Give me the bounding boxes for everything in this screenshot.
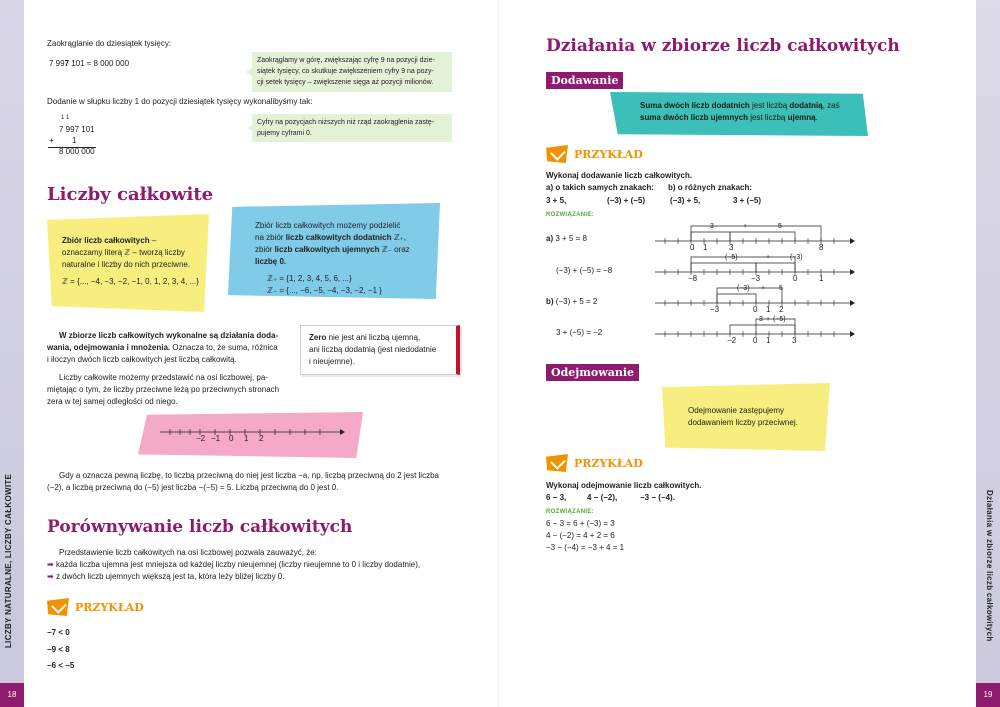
zero-digits-note-line1: Cyfry na pozycjach niższych niż rząd zaokrąglenia zastę-: [257, 119, 435, 126]
nl2-label-2: 0: [793, 274, 798, 283]
number-line-tick-2: 2: [259, 434, 264, 443]
subsets-l4: liczbę 0.: [255, 257, 287, 266]
number-line-1: [655, 222, 855, 254]
addition-eq2: (−3) + (−5) = −8: [556, 266, 613, 275]
operations-title: Działania w zbiorze liczb całkowitych: [546, 36, 900, 56]
subtraction-rule-text: [688, 405, 828, 429]
number-line-tick-m1: −1: [211, 434, 221, 443]
integers-definition-bold: Zbiór liczb całkowitych: [62, 236, 150, 245]
nl3-bracket-b: 5: [779, 285, 783, 292]
nl4-bracket-b: (−5): [773, 316, 786, 323]
page-fold: [497, 0, 503, 707]
negative-set: ℤ₋ = {..., −6, −5, −4, −3, −2, −1 }: [267, 286, 382, 295]
teal-l2c: ujemną: [787, 113, 816, 122]
subsets-l1: Zbiór liczb całkowitych możemy podzielić: [255, 221, 401, 230]
bullet-icon: ➡: [47, 572, 54, 581]
nl1-label-2: 3: [729, 243, 734, 252]
nl4-bracket-a: 3: [759, 316, 763, 323]
eq1-body: 3 + 5 = 8: [555, 234, 587, 243]
rounding-example-bold: 7: [64, 59, 70, 68]
teal-l1d: , zaś: [822, 101, 840, 110]
zero-l3: i nieujemne).: [309, 357, 355, 366]
subtraction-t1: 6 − 3,: [546, 493, 567, 502]
nl3-bracket-a: (−3): [737, 285, 750, 292]
subsets-l2a: na zbiór: [255, 233, 286, 242]
nl1-bracket-b: 5: [778, 223, 782, 230]
eq3-body: (−3) + 5 = 2: [555, 297, 598, 306]
number-line-tick-0: 0: [229, 434, 234, 443]
nl2-bracket-op: +: [766, 254, 771, 261]
subtraction-solution-label: ROZWIĄZANIE:: [546, 509, 594, 515]
addition-solution-label: ROZWIĄZANIE:: [546, 212, 594, 218]
comparing-paragraph: [47, 547, 467, 583]
comparing-ex2: −9 < 8: [47, 645, 70, 654]
check-icon: [546, 145, 568, 163]
column-result: 8 000 000: [59, 147, 95, 156]
addition-t4: 3 + (−5): [733, 196, 762, 205]
check-icon: [47, 598, 69, 616]
number-line-tick-1: 1: [244, 434, 249, 443]
integers-set: ℤ = {..., −4, −3, −2, −1, 0, 1, 2, 3, 4, ...}: [62, 277, 199, 286]
teal-l1a: Suma dwóch liczb dodatnich: [640, 101, 750, 110]
rounding-note-line1: Zaokrąglamy w górę, zwiększając cyfrę 9 na pozycji dzie-: [257, 57, 435, 64]
addition-rule-text: [640, 100, 860, 124]
opposite-l1: Gdy a oznacza pewną liczbę, to liczbą przeciwną do niej jest liczba −a, np. liczbą przeciwną do 2 jest liczba: [59, 471, 439, 480]
addition-example-header: [546, 145, 643, 163]
ops-l2b: Oznacza to, że suma, różnica: [170, 343, 278, 352]
addition-task: Wykonaj dodawanie liczb całkowitych.: [546, 171, 693, 180]
nl1-label-0: 0: [690, 243, 695, 252]
comparing-title: Porównywanie liczb całkowitych: [47, 517, 353, 537]
comparing-example-header: [47, 598, 144, 616]
addition-sub-b: b) o różnych znakach:: [668, 183, 753, 192]
opposite-l2: (−2), a liczbą przeciwną do (−5) jest liczba −(−5) = 5. Liczbą przeciwną do 0 jest 0.: [47, 483, 339, 492]
subtraction-rule-l2: dodawaniem liczby przeciwnej.: [688, 418, 798, 427]
integers-definition-l1: –: [149, 236, 157, 245]
rounding-example: [49, 58, 129, 70]
subtraction-s2: 4 − (−2) = 4 + 2 = 6: [546, 531, 615, 540]
ops-l1: W zbiorze liczb całkowitych wykonalne są działania doda-: [59, 331, 279, 340]
subsets-l2c: ℤ₊,: [391, 233, 407, 242]
comparing-bullet1: każda liczba ujemna jest mniejsza od każdej liczby nieujemnej (liczby nieujemne to 0 i liczby dodatnie),: [55, 560, 421, 569]
subsets-l3b: liczb całkowitych ujemnych: [274, 245, 380, 254]
addition-t2: (−3) + (−5): [607, 196, 646, 205]
rounding-note-text: [257, 55, 453, 88]
nl3-label-2: 1: [766, 305, 771, 314]
column-row2: 1: [72, 136, 77, 145]
nl1-bracket-a: 3: [710, 223, 714, 230]
subtraction-task: Wykonaj odejmowanie liczb całkowitych.: [546, 481, 702, 490]
opposite-paragraph: [47, 470, 467, 494]
left-page-number: 18: [0, 683, 24, 707]
zero-l2: ani liczbą dodatnią (jest niedodatnie: [309, 345, 437, 354]
number-line-axis: [160, 423, 345, 447]
integers-subsets-text: [255, 220, 435, 297]
addition-t3: (−3) + 5,: [670, 196, 701, 205]
column-carry: 1 1: [61, 115, 70, 121]
eq3-prefix: b): [546, 297, 554, 306]
teal-l1b: jest liczbą: [749, 101, 790, 110]
nl3-label-3: 2: [779, 305, 784, 314]
nl2-bracket-b: (−3): [790, 254, 803, 261]
teal-l2d: .: [815, 113, 818, 122]
subtraction-s1: 6 − 3 = 6 + (−3) = 3: [546, 519, 615, 528]
positive-set: ℤ₊ = {1, 2, 3, 4, 5, 6, ...}: [267, 274, 352, 283]
addition-t1: 3 + 5,: [546, 196, 567, 205]
nl4-label-3: 3: [792, 336, 797, 345]
axis-l3: zera w tej samej odległości od niego.: [47, 397, 178, 406]
subtraction-s3: −3 − (−4) = −3 + 4 = 1: [546, 543, 625, 552]
left-spine-label: LICZBY NATURALNE, LICZBY CAŁKOWITE: [4, 473, 13, 648]
ops-l2a: wania, odejmowania i mnożenia.: [47, 343, 171, 352]
comparing-intro: Przedstawienie liczb całkowitych na osi liczbowej pozwala zauważyć, że:: [59, 548, 317, 557]
nl1-bracket-op: +: [743, 223, 748, 230]
nl2-bracket-a: (−5): [725, 254, 738, 261]
rounding-note-line2: siątek tysięcy, co skutkuje zwiększeniem cyfry 9 na pozy-: [257, 68, 434, 75]
subtraction-t3: −3 − (−4).: [640, 493, 675, 502]
check-icon: [546, 454, 568, 472]
nl4-bracket-op: +: [766, 316, 771, 323]
right-page-number: 19: [976, 683, 1000, 707]
subsets-l2b: liczb całkowitych dodatnich: [285, 233, 392, 242]
addition-eq1: [546, 233, 587, 245]
zero-digits-note-text: [257, 117, 453, 139]
column-row1: 7 997 101: [59, 125, 95, 134]
subtraction-t2: 4 − (−2),: [587, 493, 618, 502]
nl4-label-2: 1: [766, 336, 771, 345]
axis-l2: miętając o tym, że liczby przeciwne leżą po przeciwnych stronach: [47, 385, 280, 394]
number-line-tick-m2: −2: [196, 434, 206, 443]
nl3-bracket-op: +: [761, 285, 766, 292]
subtraction-tag: Odejmowanie: [546, 364, 639, 381]
addition-tag: Dodawanie: [546, 72, 623, 89]
nl4-label-0: −2: [727, 336, 737, 345]
nl2-label-1: −3: [751, 274, 761, 283]
nl3-label-1: 0: [753, 305, 758, 314]
rounding-heading: Zaokrąglanie do dziesiątek tysięcy:: [47, 39, 172, 48]
nl4-label-1: 0: [753, 336, 758, 345]
nl1-label-3: 8: [819, 243, 824, 252]
addition-eq4: 3 + (−5) = −2: [556, 328, 603, 337]
subtraction-example-label: PRZYKŁAD: [574, 456, 643, 470]
zero-digits-note-line2: pujemy cyframi 0.: [257, 130, 312, 137]
addition-sub-a: a) o takich samych znakach:: [546, 183, 655, 192]
integers-definition-text: [62, 235, 202, 288]
subtraction-rule-l1: Odejmowanie zastępujemy: [688, 406, 785, 415]
integers-definition-l3: naturalne i liczby do nich przeciwne.: [62, 260, 191, 269]
rounding-example-prefix: 7 99: [49, 59, 65, 68]
bullet-icon: ➡: [47, 560, 54, 569]
subtraction-example-header: [546, 454, 643, 472]
comparing-example-label: PRZYKŁAD: [75, 600, 144, 614]
rounding-example-suffix: 101 ≈ 8 000 000: [69, 59, 130, 68]
operations-paragraph: [47, 330, 292, 408]
column-plus: +: [49, 136, 54, 145]
comparing-ex1: −7 < 0: [47, 628, 70, 637]
comparing-ex3: −6 < −5: [47, 661, 75, 670]
integers-title: Liczby całkowite: [47, 184, 214, 205]
right-spine-label: Działania w zbiorze liczb całkowitych: [985, 490, 994, 642]
eq1-prefix: a): [546, 234, 554, 243]
addition-column-heading: Dodanie w słupku liczby 1 do pozycji dziesiątek tysięcy wykonalibyśmy tak:: [47, 97, 313, 106]
teal-l2b: jest liczbą: [748, 113, 788, 122]
nl2-label-0: −8: [688, 274, 698, 283]
comparing-bullet2: z dwóch liczb ujemnych większą jest ta, która leży bliżej liczby 0.: [55, 572, 285, 581]
zero-l1: nie jest ani liczbą ujemną,: [326, 333, 421, 342]
addition-example-label: PRZYKŁAD: [574, 147, 643, 161]
nl3-label-0: −3: [710, 305, 720, 314]
zero-box-text: [309, 332, 457, 368]
teal-l1c: dodatnią: [789, 101, 823, 110]
nl1-label-1: 1: [703, 243, 708, 252]
subsets-l3a: zbiór: [255, 245, 275, 254]
axis-l1: Liczby całkowite możemy przedstawić na osi liczbowej, pa-: [59, 373, 268, 382]
zero-bold: Zero: [309, 333, 327, 342]
ops-l3: i iloczyn dwóch liczb całkowitych jest liczbą całkowitą.: [47, 355, 237, 364]
subsets-l3c: ℤ₋ oraz: [379, 245, 410, 254]
integers-definition-l2: oznaczamy literą ℤ – tworzą liczby: [62, 248, 185, 257]
nl2-label-3: 1: [819, 274, 824, 283]
rounding-note-line3: cji setek tysięcy – zwiększenie sięga aż pozycji milionów.: [257, 79, 434, 86]
teal-l2a: suma dwóch liczb ujemnych: [640, 113, 749, 122]
addition-eq3: [546, 296, 597, 308]
